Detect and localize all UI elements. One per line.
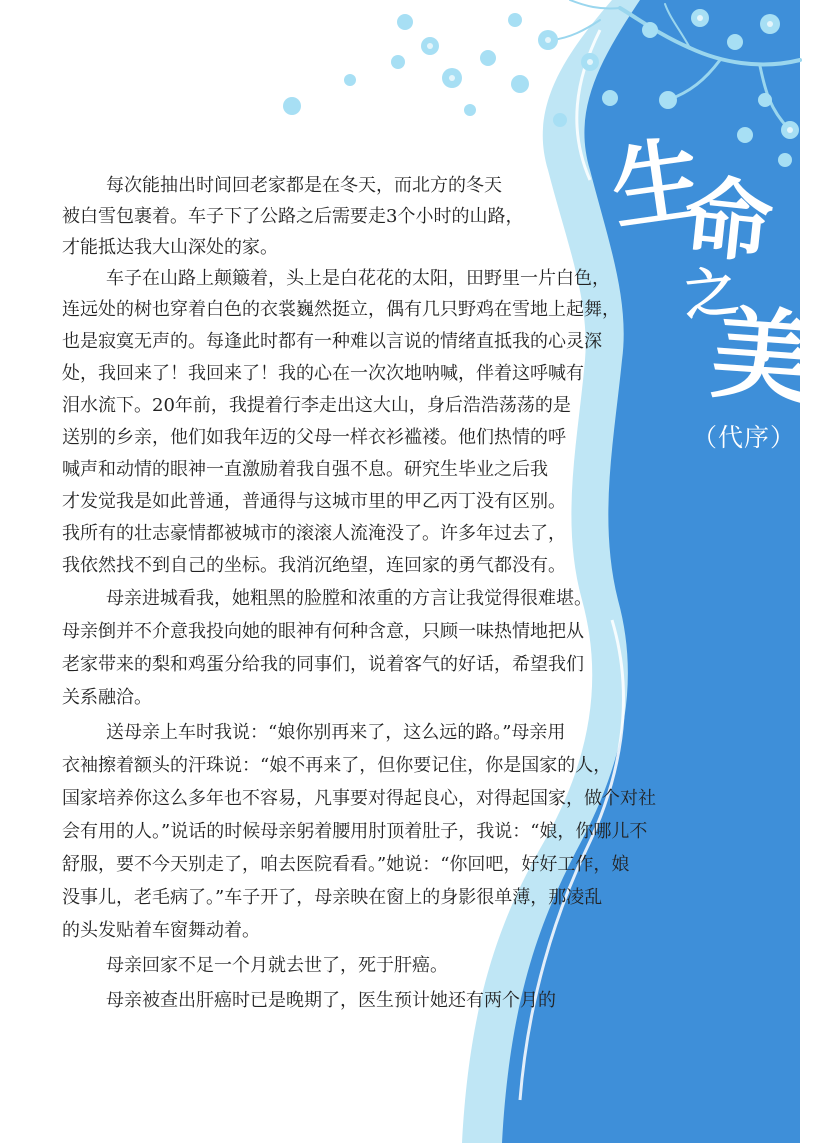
text-line: 被白雪包裹着。车子下了公路之后需要走3个小时的山路，	[62, 206, 524, 227]
text-line: 的头发贴着车窗舞动着。	[62, 920, 260, 941]
text-line: 衣袖擦着额头的汗珠说：“娘不再来了，但你要记住，你是国家的人，	[62, 755, 612, 776]
text-line: 每次能抽出时间回老家都是在冬天，而北方的冬天	[106, 175, 502, 196]
text-line: 车子在山路上颠簸着，头上是白花花的太阳，田野里一片白色，	[106, 268, 610, 289]
subtitle: （代序）	[692, 423, 797, 452]
text-line: 才能抵达我大山深处的家。	[62, 237, 278, 258]
title-char: 之	[680, 258, 742, 328]
text-line: 我依然找不到自己的坐标。我消沉绝望，连回家的勇气都没有。	[62, 555, 566, 576]
title-char: 命	[678, 163, 778, 277]
text-line: 母亲被查出肝癌时已是晚期了，医生预计她还有两个月的	[106, 990, 556, 1011]
text-line: 送母亲上车时我说：“娘你别再来了，这么远的路。”母亲用	[106, 722, 566, 743]
text-line: 处，我回来了！我回来了！我的心在一次次地呐喊，伴着这呼喊有	[62, 363, 584, 384]
text-line: 泪水流下。20年前，我提着行李走出这大山，身后浩浩荡荡的是	[62, 395, 571, 416]
text-line: 送别的乡亲，他们如我年迈的父母一样衣衫褴褛。他们热情的呼	[62, 427, 566, 448]
title-char: 美	[708, 293, 816, 419]
text-line: 母亲回家不足一个月就去世了，死于肝癌。	[106, 955, 448, 976]
text-line: 我所有的壮志豪情都被城市的滚滚人流淹没了。许多年过去了，	[62, 523, 566, 544]
text-line: 喊声和动情的眼神一直激励着我自强不息。研究生毕业之后我	[62, 459, 548, 480]
text-line: 国家培养你这么多年也不容易，凡事要对得起良心，对得起国家，做个对社	[62, 788, 656, 809]
text-line: 连远处的树也穿着白色的衣裳巍然挺立，偶有几只野鸡在雪地上起舞，	[62, 299, 620, 320]
text-line: 老家带来的梨和鸡蛋分给我的同事们，说着客气的好话，希望我们	[62, 654, 584, 675]
text-line: 没事儿，老毛病了。”车子开了，母亲映在窗上的身影很单薄，那凌乱	[62, 887, 603, 908]
text-line: 关系融洽。	[62, 687, 152, 708]
text-line: 母亲倒并不介意我投向她的眼神有何种含意，只顾一味热情地把从	[62, 621, 584, 642]
text-line: 才发觉我是如此普通，普通得与这城市里的甲乙丙丁没有区别。	[62, 491, 566, 512]
text-line: 舒服，要不今天别走了，咱去医院看看。”她说：“你回吧，好好工作，娘	[62, 854, 630, 875]
text-line: 母亲进城看我，她粗黑的脸膛和浓重的方言让我觉得很难堪。	[106, 588, 592, 609]
text-line: 也是寂寞无声的。每逢此时都有一种难以言说的情绪直抵我的心灵深	[62, 331, 602, 352]
title-char: 生	[604, 124, 712, 244]
text-line: 会有用的人。”说话的时候母亲躬着腰用肘顶着肚子，我说：“娘，你哪儿不	[62, 821, 648, 842]
